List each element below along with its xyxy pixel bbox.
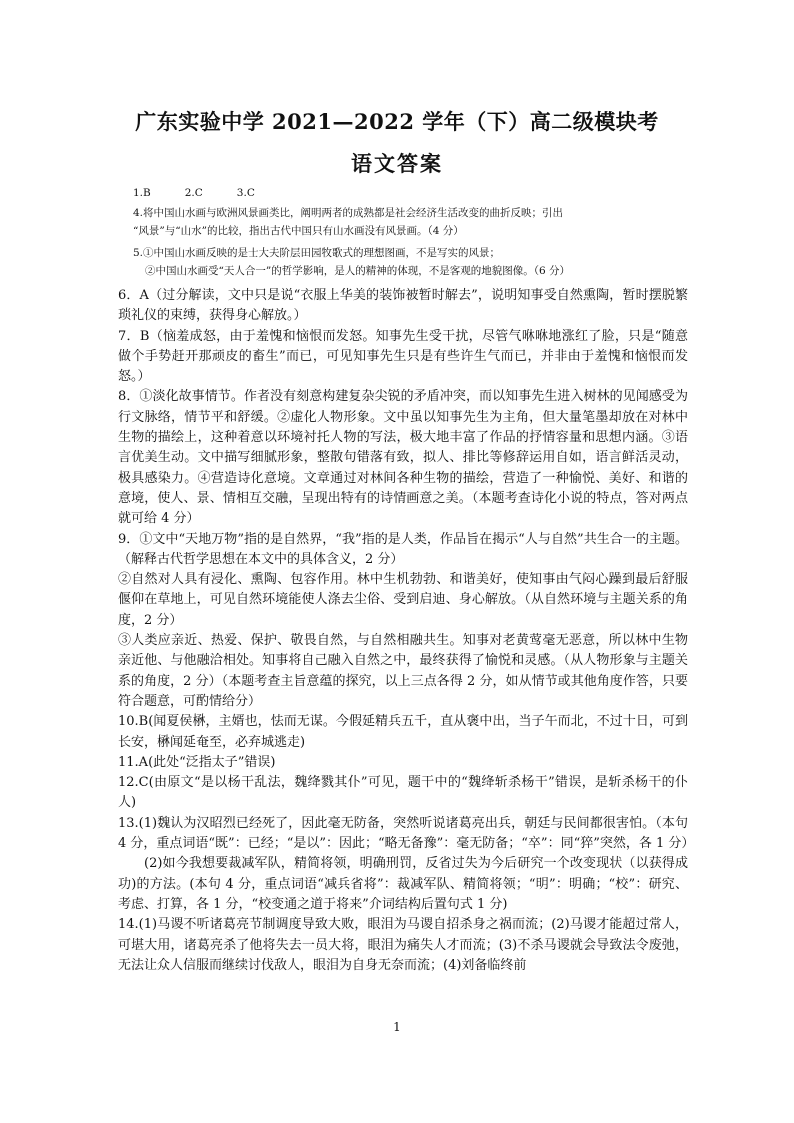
- answer-6: 6．A（过分解读，文中只是说“衣服上华美的装饰被暂时解去”，说明知事受自然熏陶，暂时摆脱繁琐礼仪的束缚，获得身心解放。）: [118, 288, 688, 324]
- answer-7: 7．B（恼羞成怒，由于羞愧和恼恨而发怒。知事先生受干扰，尽管气咻咻地涨红了脸，只是“随意做个手势赶开那顽皮的畜生”而已，可见知事先生只是有些许生气而已，并非由于羞愧和恼恨而发怒。）: [118, 328, 688, 385]
- answer-4-line-2: “风景”与“山水”的比较，指出古代中国只有山水画没有风景画。（4 分）: [133, 225, 464, 237]
- answer-13-part-1: 13.(1)魏认为汉昭烈已经死了，因此毫无防备，突然听说诸葛亮出兵，朝廷与民间都很害怕。（本句 4 分，重点词语“既”：已经；“是以”：因此；“略无备豫”：毫无防备；“卒”：同“猝”突然，各 1 分）: [118, 815, 695, 852]
- answer-9-part-1: 9．①文中“天地万物”指的是自然界，“我”指的是人类，作品旨在揭示“人与自然”共生合一的主题。（解释古代哲学思想在本文中的具体含义，2 分）: [118, 531, 688, 567]
- answer-14: 14.(1)马谡不听诸葛亮节制调度导致大败，眼泪为马谡自招杀身之祸而流；(2)马谡才能超过常人，可堪大用，诸葛亮杀了他将失去一员大将，眼泪为痛失人才而流；(3)不杀马谡就会导致法令废弛，无法让众人信服而继续讨伐敌人，眼泪为自身无奈而流；(4)刘备临终前: [118, 917, 688, 973]
- document-subtitle: 语文答案: [351, 151, 443, 176]
- answer-2: 2.C: [184, 187, 203, 199]
- answer-4-line-1: 4.将中国山水画与欧洲风景画类比，阐明两者的成熟都是社会经济生活改变的曲折反映；引出: [133, 207, 564, 219]
- answer-5-line-2: ②中国山水画受“天人合一”的哲学影响，是人的精神的体现，不是客观的地貌图像。（6 分）: [145, 265, 571, 277]
- answer-11: 11.A(此处“泛指太子”错误): [118, 754, 276, 770]
- answer-10: 10.B(闻夏侯楙，主婿也，怯而无谋。今假延精兵五千，直从褒中出，当子午而北，不过十日，可到长安，楙闻延奄至，必弃城逃走): [118, 714, 688, 750]
- answer-3: 3.C: [236, 187, 255, 199]
- answer-8: 8．①淡化故事情节。作者没有刻意构建复杂尖锐的矛盾冲突，而以知事先生进入树林的见闻感受为行文脉络，情节平和舒缓。②虚化人物形象。文中虽以知事先生为主角，但大量笔墨却放在对林中生物的描绘上，这种着意以环境衬托人物的写法，极大地丰富了作品的抒情容量和思想内涵。③语言优美生动。文中描写细腻形象，整散句错落有致，拟人、排比等修辞运用自如，语言鲜活灵动，极具感染力。④营造诗化意境。文章通过对林间各种生物的描绘，营造了一种愉悦、美好、和谐的意境，使人、景、情相互交融，呈现出特有的诗情画意之美。（本题考查诗化小说的特点，答对两点就可给 4 分）: [118, 389, 688, 527]
- document-title: 广东实验中学 2021—2022 学年（下）高二级模块考: [135, 109, 659, 134]
- answer-1: 1.B: [133, 187, 151, 199]
- page-number: 1: [393, 1020, 401, 1034]
- answer-5-line-1: 5.①中国山水画反映的是士大夫阶层田园牧歌式的理想图画，不是写实的风景；: [133, 247, 501, 259]
- answer-13-part-2: (2)如今我想要裁减军队，精简将领，明确刑罚，反省过失为今后研究一个改变现状（以获得成功)的方法。(本句 4 分，重点词语“减兵省将”：裁减军队、精简将领；“明”：明确；“校”：研究、考虑、打算，各 1 分，“校变通之道于将来”介词结构后置句式 1 分): [118, 856, 688, 912]
- mc-answers-row: [133, 184, 255, 202]
- answer-body: [118, 286, 695, 976]
- answer-9-part-3: ③人类应亲近、热爱、保护、敬畏自然，与自然相融共生。知事对老黄莺毫无恶意，所以林中生物亲近他、与他融洽相处。知事将自己融入自然之中，最终获得了愉悦和灵感。（从人物形象与主题关系的角度，2 分）（本题考查主旨意蕴的探究，以上三点各得 2 分，如从情节或其他角度作答，只要符合题意，可酌情给分）: [118, 633, 688, 709]
- answer-9-part-2: ②自然对人具有浸化、熏陶、包容作用。林中生机勃勃、和谐美好，使知事由气闷心躁到最后舒服偃仰在草地上，可见自然环境能使人涤去尘俗、受到启迪、身心解放。（从自然环境与主题关系的角度，2 分）: [118, 572, 688, 628]
- answer-12: 12.C(由原文“是以杨干乱法，魏绛戮其仆”可见，题干中的“魏绛斩杀杨干”错误，是斩杀杨干的仆人): [118, 775, 688, 811]
